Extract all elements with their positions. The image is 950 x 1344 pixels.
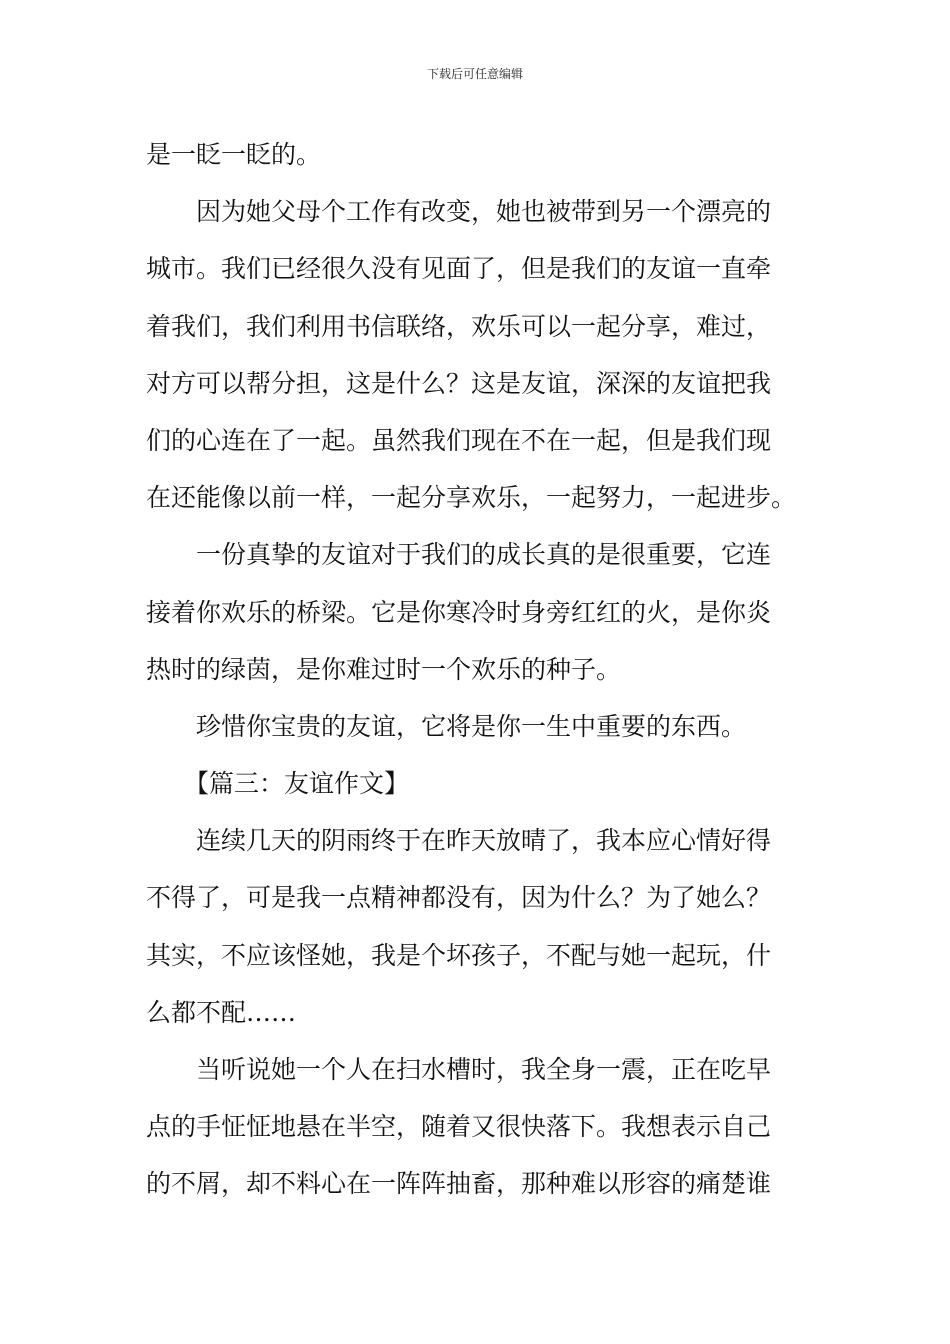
text-line: 么都不配…… [146,997,297,1027]
section-heading: 【篇三：友谊作文】 [184,769,410,799]
text-line: 们的心连在了一起。虽然我们现在不在一起，但是我们现 [146,425,772,455]
paragraph-start-line: 当听说她一个人在扫水槽时，我全身一震，正在吃早 [196,1055,772,1084]
text-line: 着我们，我们利用书信联络，欢乐可以一起分享，难过， [146,311,772,341]
paragraph-start-line: 一份真挚的友谊对于我们的成长真的是很重要，它连 [196,540,772,570]
paragraph-start-line: 珍惜你宝贵的友谊，它将是你一生中重要的东西。 [196,711,747,741]
text-line: 对方可以帮分担，这是什么？这是友谊，深深的友谊把我 [146,368,772,398]
text-line: 是一眨一眨的。 [146,140,322,169]
text-line: 接着你欢乐的桥梁。它是你寒冷时身旁红红的火，是你炎 [146,597,772,627]
text-line: 城市。我们已经很久没有见面了，但是我们的友谊一直牵 [146,254,772,284]
text-line: 热时的绿茵，是你难过时一个欢乐的种子。 [146,654,622,684]
paragraph-start-line: 因为她父母个工作有改变，她也被带到另一个漂亮的 [196,197,772,227]
document-body [146,126,810,1213]
paragraph-start-line: 连续几天的阴雨终于在昨天放晴了，我本应心情好得 [196,826,772,856]
text-line: 的不屑，却不料心在一阵阵抽畜，那种难以形容的痛楚谁 [146,1169,772,1199]
text-line: 不得了，可是我一点精神都没有，因为什么？为了她么？ [146,883,772,913]
page-header-note: 下载后可任意编辑 [426,67,523,81]
text-line: 在还能像以前一样，一起分享欢乐，一起努力，一起进步。 [146,483,797,513]
text-line: 点的手怔怔地悬在半空，随着又很快落下。我想表示自己 [146,1112,772,1142]
text-line: 其实，不应该怪她，我是个坏孩子，不配与她一起玩，什 [146,940,772,970]
